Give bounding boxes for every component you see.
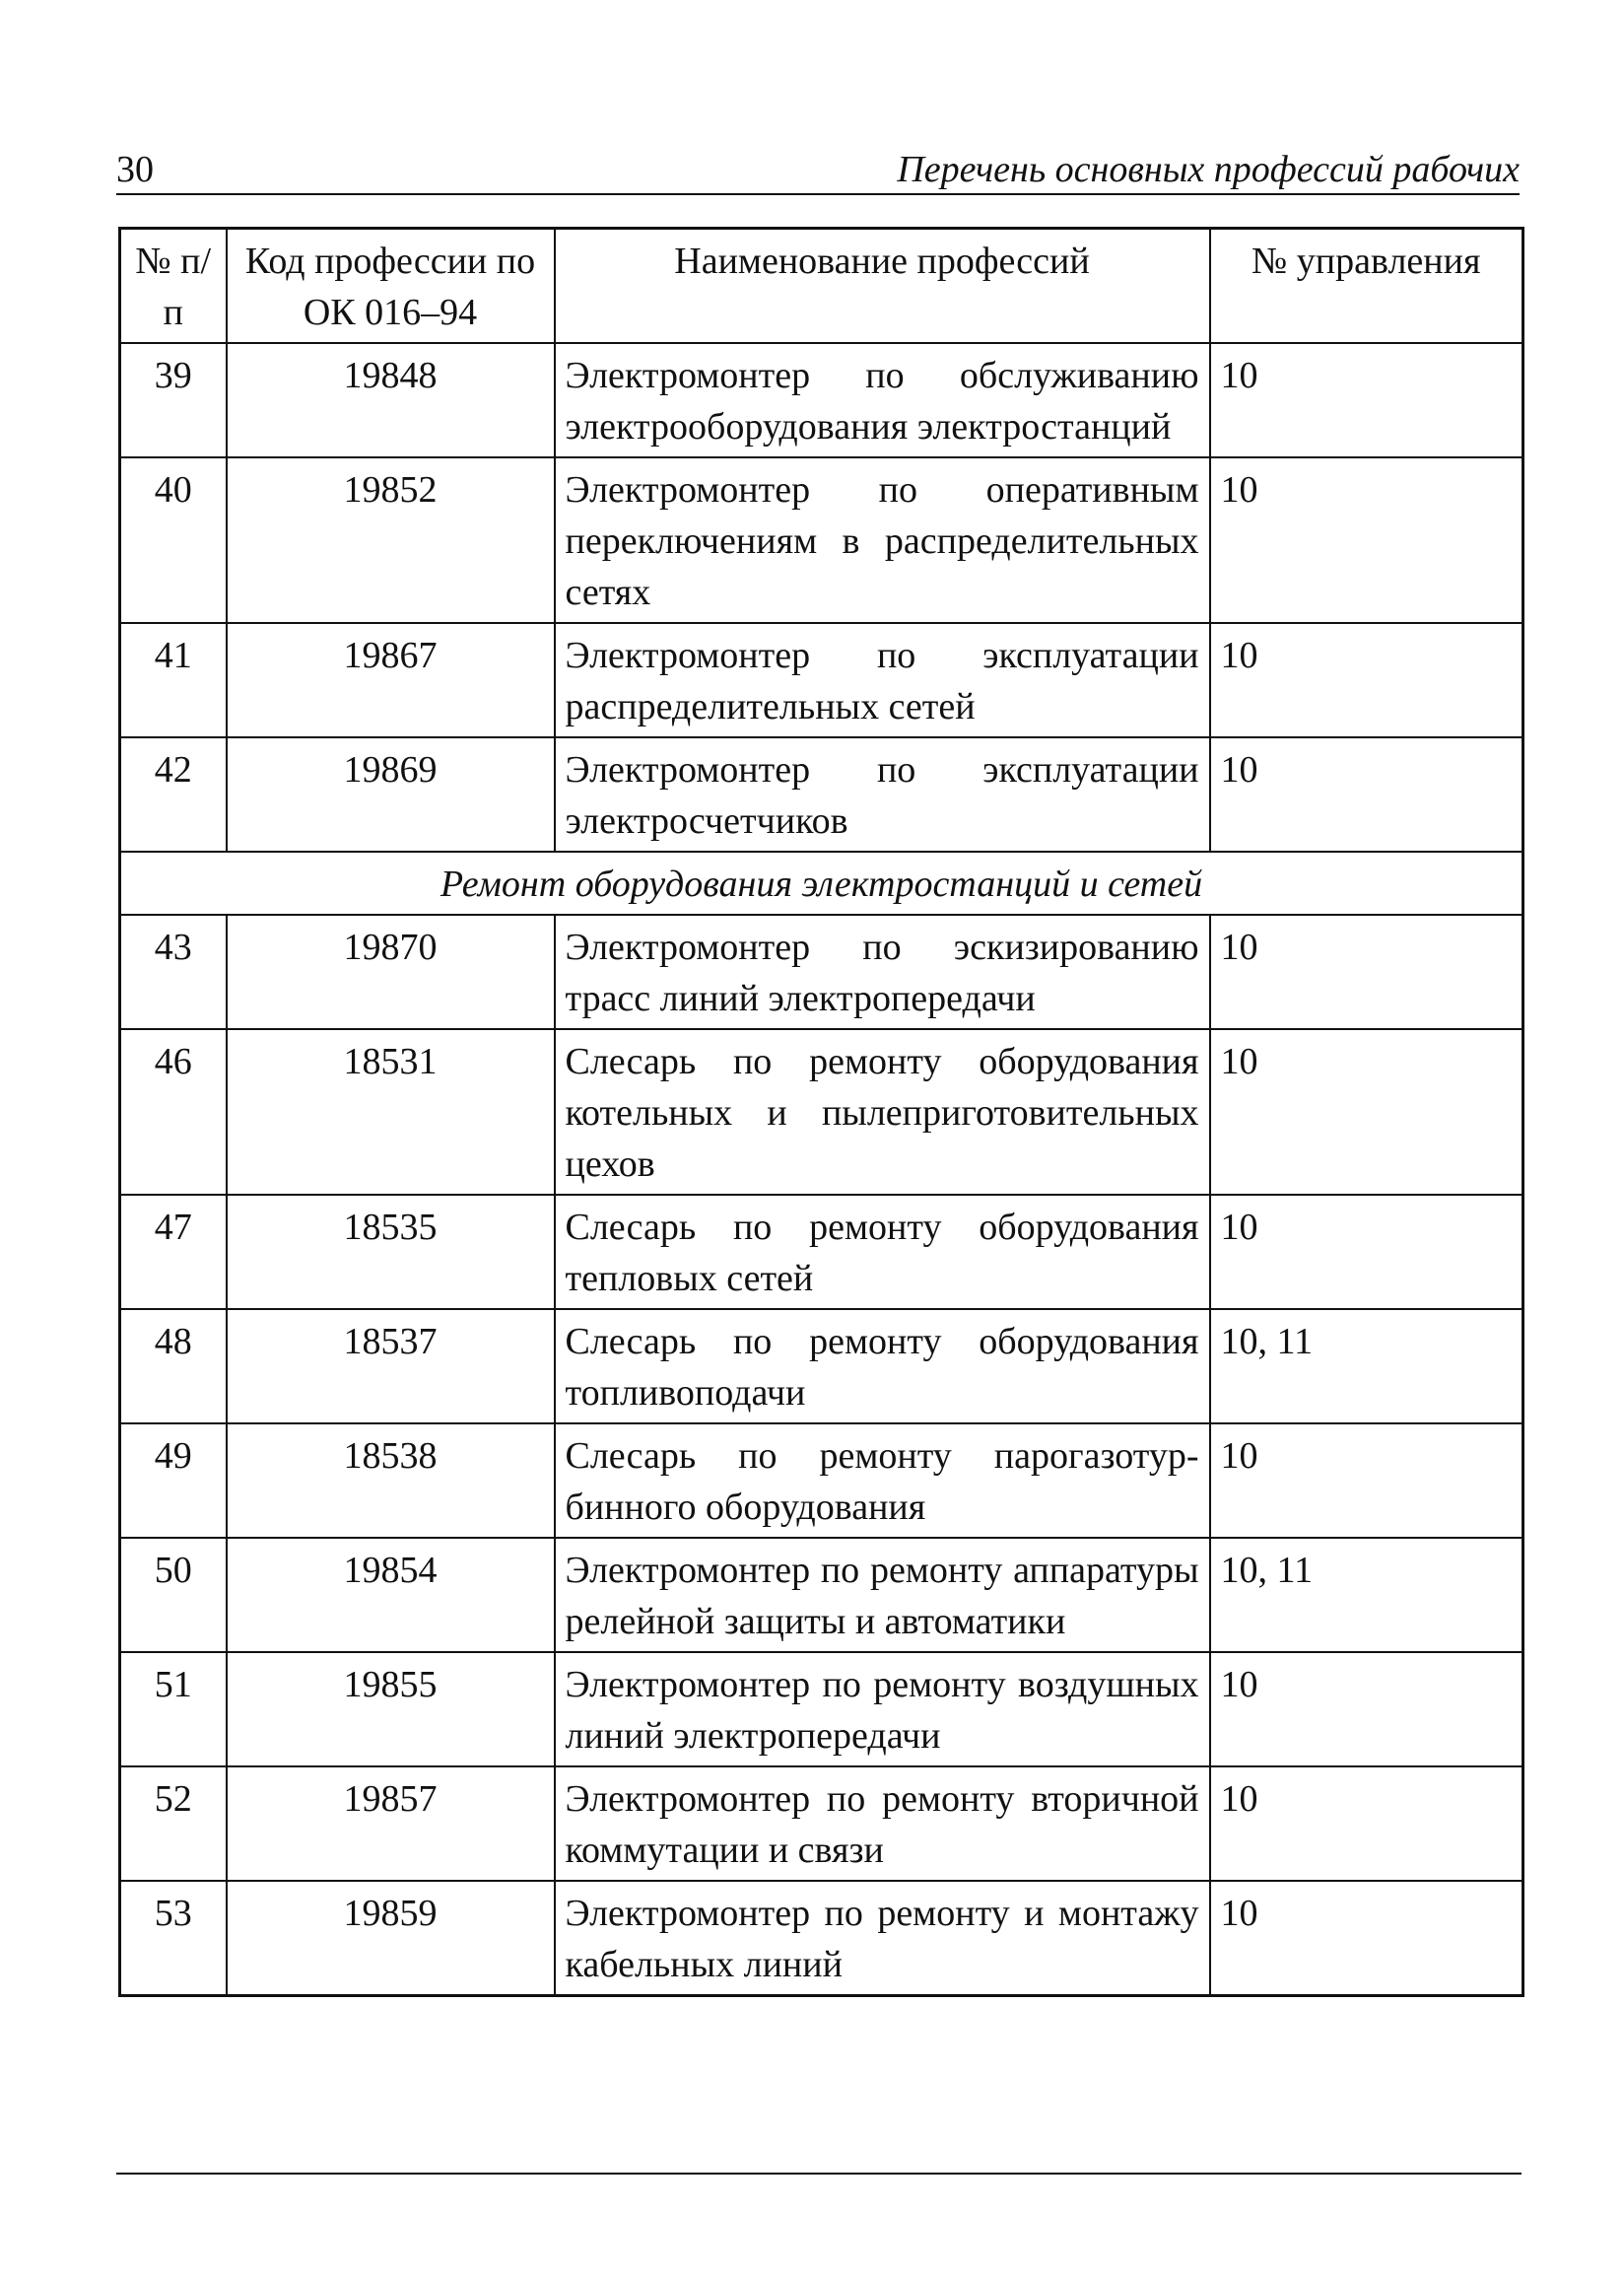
row-number: 51 <box>120 1652 227 1766</box>
table-row <box>120 623 1523 737</box>
page-number: 30 <box>116 149 154 190</box>
section-row <box>120 852 1523 915</box>
table-row <box>120 1309 1523 1423</box>
column-header-num: № п/п <box>120 229 227 344</box>
table-row <box>120 343 1523 457</box>
department-number: 10 <box>1210 1881 1523 1996</box>
row-number: 47 <box>120 1195 227 1309</box>
table-row <box>120 915 1523 1029</box>
profession-name: Слесарь по ремонту оборудования тепловых сетей <box>555 1195 1210 1309</box>
profession-code: 19857 <box>227 1766 555 1881</box>
profession-code: 18531 <box>227 1029 555 1195</box>
column-header-dept: № управления <box>1210 229 1523 344</box>
row-number: 42 <box>120 737 227 852</box>
profession-name: Слесарь по ремонту парогазотурбинного оборудования <box>555 1423 1210 1538</box>
profession-name: Электромонтер по ремонту аппаратуры релейной защиты и автоматики <box>555 1538 1210 1652</box>
row-number: 46 <box>120 1029 227 1195</box>
row-number: 48 <box>120 1309 227 1423</box>
table-row <box>120 1881 1523 1996</box>
profession-name: Слесарь по ремонту оборудования топливоподачи <box>555 1309 1210 1423</box>
department-number: 10 <box>1210 1652 1523 1766</box>
profession-code: 19870 <box>227 915 555 1029</box>
profession-code: 19869 <box>227 737 555 852</box>
profession-code: 18535 <box>227 1195 555 1309</box>
department-number: 10 <box>1210 457 1523 623</box>
profession-code: 18538 <box>227 1423 555 1538</box>
row-number: 50 <box>120 1538 227 1652</box>
row-number: 43 <box>120 915 227 1029</box>
department-number: 10 <box>1210 1029 1523 1195</box>
profession-code: 18537 <box>227 1309 555 1423</box>
professions-table <box>118 227 1524 1997</box>
profession-code: 19848 <box>227 343 555 457</box>
table-row <box>120 1766 1523 1881</box>
department-number: 10 <box>1210 623 1523 737</box>
row-number: 40 <box>120 457 227 623</box>
department-number: 10 <box>1210 1423 1523 1538</box>
profession-name: Электромонтер по обслуживанию электрооборудования электростанций <box>555 343 1210 457</box>
department-number: 10, 11 <box>1210 1309 1523 1423</box>
row-number: 41 <box>120 623 227 737</box>
profession-code: 19852 <box>227 457 555 623</box>
column-header-name: Наименование профессий <box>555 229 1210 344</box>
row-number: 39 <box>120 343 227 457</box>
department-number: 10 <box>1210 343 1523 457</box>
profession-name: Электромонтер по ремонту и монтажу кабельных линий <box>555 1881 1210 1996</box>
department-number: 10 <box>1210 737 1523 852</box>
table-row <box>120 457 1523 623</box>
profession-name: Электромонтер по эксплуатации распределительных сетей <box>555 623 1210 737</box>
profession-code: 19867 <box>227 623 555 737</box>
profession-name: Электромонтер по эскизированию трасс линий электропередачи <box>555 915 1210 1029</box>
department-number: 10 <box>1210 1766 1523 1881</box>
table-row <box>120 737 1523 852</box>
table-row <box>120 1423 1523 1538</box>
row-number: 52 <box>120 1766 227 1881</box>
table-header-row <box>120 229 1523 344</box>
footer-divider <box>116 2173 1522 2175</box>
profession-name: Электромонтер по оперативным переключениям в распределительных сетях <box>555 457 1210 623</box>
profession-name: Слесарь по ремонту оборудования котельных и пылеприготовительных цехов <box>555 1029 1210 1195</box>
section-title: Ремонт оборудования электростанций и сетей <box>120 852 1523 915</box>
table-row <box>120 1029 1523 1195</box>
department-number: 10, 11 <box>1210 1538 1523 1652</box>
department-number: 10 <box>1210 1195 1523 1309</box>
column-header-code: Код профессии по ОК 016–94 <box>227 229 555 344</box>
profession-code: 19859 <box>227 1881 555 1996</box>
table-row <box>120 1195 1523 1309</box>
row-number: 49 <box>120 1423 227 1538</box>
profession-code: 19855 <box>227 1652 555 1766</box>
table-row <box>120 1538 1523 1652</box>
table-row <box>120 1652 1523 1766</box>
profession-name: Электромонтер по ремонту воздушных линий электропередачи <box>555 1652 1210 1766</box>
running-title: Перечень основных профессий рабочих <box>897 149 1520 190</box>
profession-name: Электромонтер по эксплуатации электросчетчиков <box>555 737 1210 852</box>
profession-name: Электромонтер по ремонту вторичной коммутации и связи <box>555 1766 1210 1881</box>
row-number: 53 <box>120 1881 227 1996</box>
page-header <box>116 146 1520 195</box>
profession-code: 19854 <box>227 1538 555 1652</box>
department-number: 10 <box>1210 915 1523 1029</box>
